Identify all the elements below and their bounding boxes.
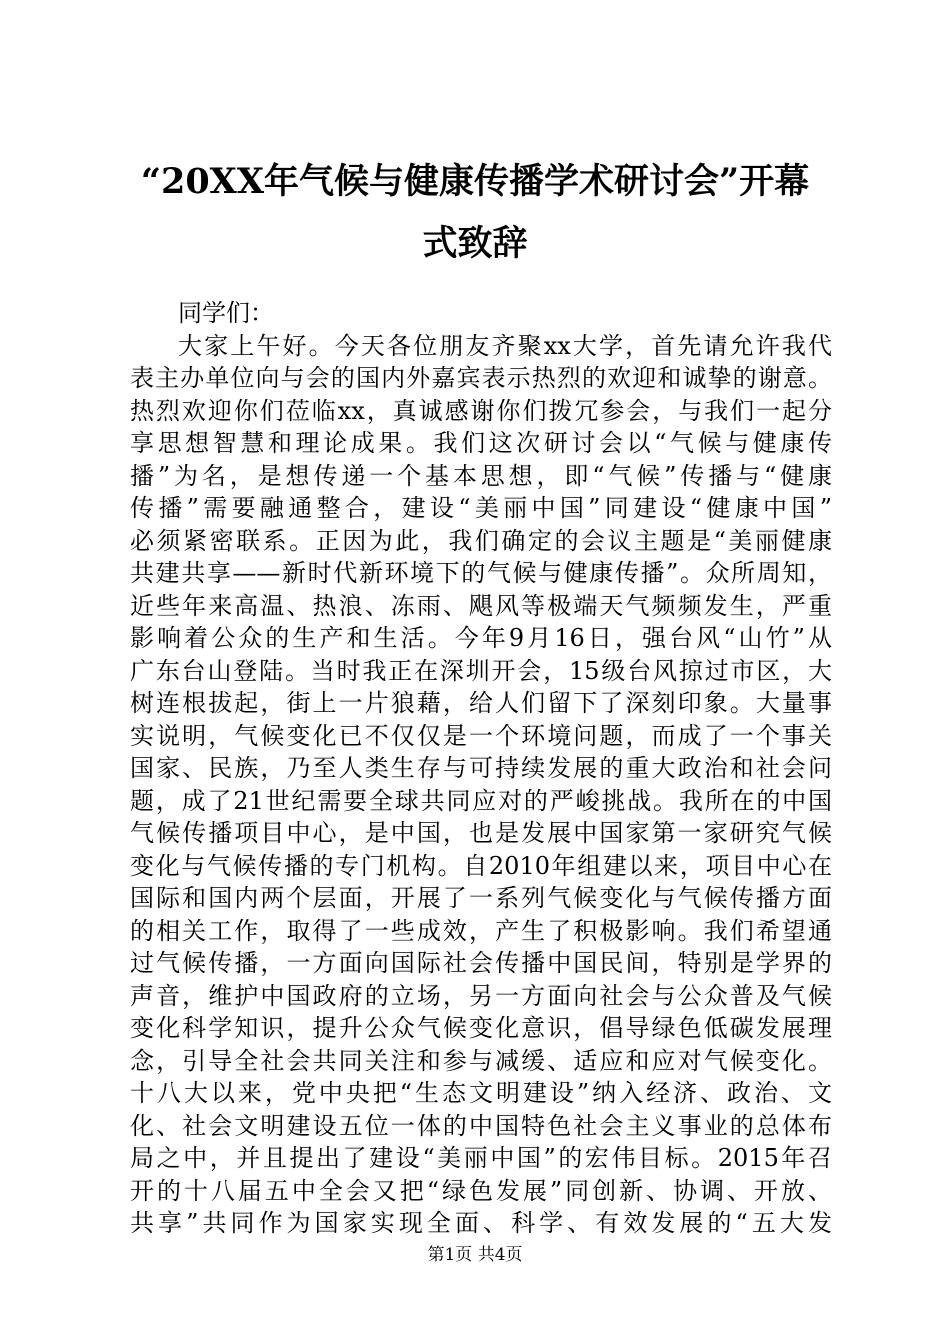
paragraph-line: 十八大以来，党中央把“生态文明建设”纳入经济、政治、文 — [130, 1079, 832, 1107]
paragraph-line: 念，引导全社会共同关注和参与减缓、适应和应对气候变化。 — [130, 1046, 832, 1075]
document-title-line-2: 式致辞 — [422, 223, 528, 264]
paragraph-line: 题，成了21世纪需要全球共同应对的严峻挑战。我所在的中国 — [130, 786, 832, 815]
paragraph-line: 国家、民族，乃至人类生存与可持续发展的重大政治和社会问 — [130, 754, 832, 782]
paragraph-line: 局之中，并且提出了建设“美丽中国”的宏伟目标。2015年召 — [130, 1144, 832, 1172]
body-paragraph — [130, 330, 832, 1240]
paragraph-line: 传播”需要融通整合，建设“美丽中国”同建设“健康中国” — [130, 494, 832, 522]
paragraph-line: 表主办单位向与会的国内外嘉宾表示热烈的欢迎和诚挚的谢意。 — [130, 364, 832, 392]
document-body — [130, 297, 832, 1240]
paragraph-line: 共享”共同作为国家实现全面、科学、有效发展的“五大发 — [130, 1209, 832, 1237]
paragraph-line: 变化科学知识，提升公众气候变化意识，倡导绿色低碳发展理 — [130, 1014, 832, 1042]
paragraph-line: 影响着公众的生产和生活。今年9月16日，强台风“山竹”从 — [130, 624, 832, 652]
paragraph-line: 过气候传播，一方面向国际社会传播中国民间，特别是学界的 — [130, 949, 832, 977]
paragraph-line: 必须紧密联系。正因为此，我们确定的会议主题是“美丽健康 — [130, 526, 832, 555]
page-footer: 第1页 共4页 — [427, 1245, 523, 1265]
paragraph-line: 树连根拔起，街上一片狼藉，给人们留下了深刻印象。大量事 — [130, 689, 832, 717]
paragraph-line: 广东台山登陆。当时我正在深圳开会，15级台风掠过市区，大 — [130, 656, 832, 685]
paragraph-line: 气候传播项目中心，是中国，也是发展中国家第一家研究气候 — [130, 819, 832, 847]
paragraph-line: 享思想智慧和理论成果。我们这次研讨会以“气候与健康传 — [130, 429, 832, 457]
paragraph-line: 播”为名，是想传递一个基本思想，即“气候”传播与“健康 — [130, 461, 832, 490]
paragraph-line: 近些年来高温、热浪、冻雨、飓风等极端天气频频发生，严重 — [130, 591, 832, 620]
document-title-line-1: “20XX年气候与健康传播学术研讨会”开幕 — [140, 161, 810, 202]
salutation: 同学们： — [178, 299, 274, 327]
paragraph-line: 大家上午好。今天各位朋友齐聚xx大学，首先请允许我代 — [178, 331, 832, 360]
paragraph-line: 开的十八届五中全会又把“绿色发展”同创新、协调、开放、 — [130, 1176, 832, 1205]
paragraph-line: 声音，维护中国政府的立场，另一方面向社会与公众普及气候 — [130, 981, 832, 1010]
paragraph-line: 国际和国内两个层面，开展了一系列气候变化与气候传播方面 — [130, 884, 832, 912]
paragraph-line: 变化与气候传播的专门机构。自2010年组建以来，项目中心在 — [130, 851, 832, 880]
paragraph-line: 热烈欢迎你们莅临xx，真诚感谢你们拨冗参会，与我们一起分 — [130, 396, 832, 425]
paragraph-line: 共建共享——新时代新环境下的气候与健康传播”。众所周知， — [130, 559, 832, 587]
paragraph-line: 实说明，气候变化已不仅仅是一个环境问题，而成了一个事关 — [130, 721, 832, 750]
paragraph-line: 化、社会文明建设五位一体的中国特色社会主义事业的总体布 — [130, 1111, 832, 1140]
paragraph-line: 的相关工作，取得了一些成效，产生了积极影响。我们希望通 — [130, 916, 832, 945]
